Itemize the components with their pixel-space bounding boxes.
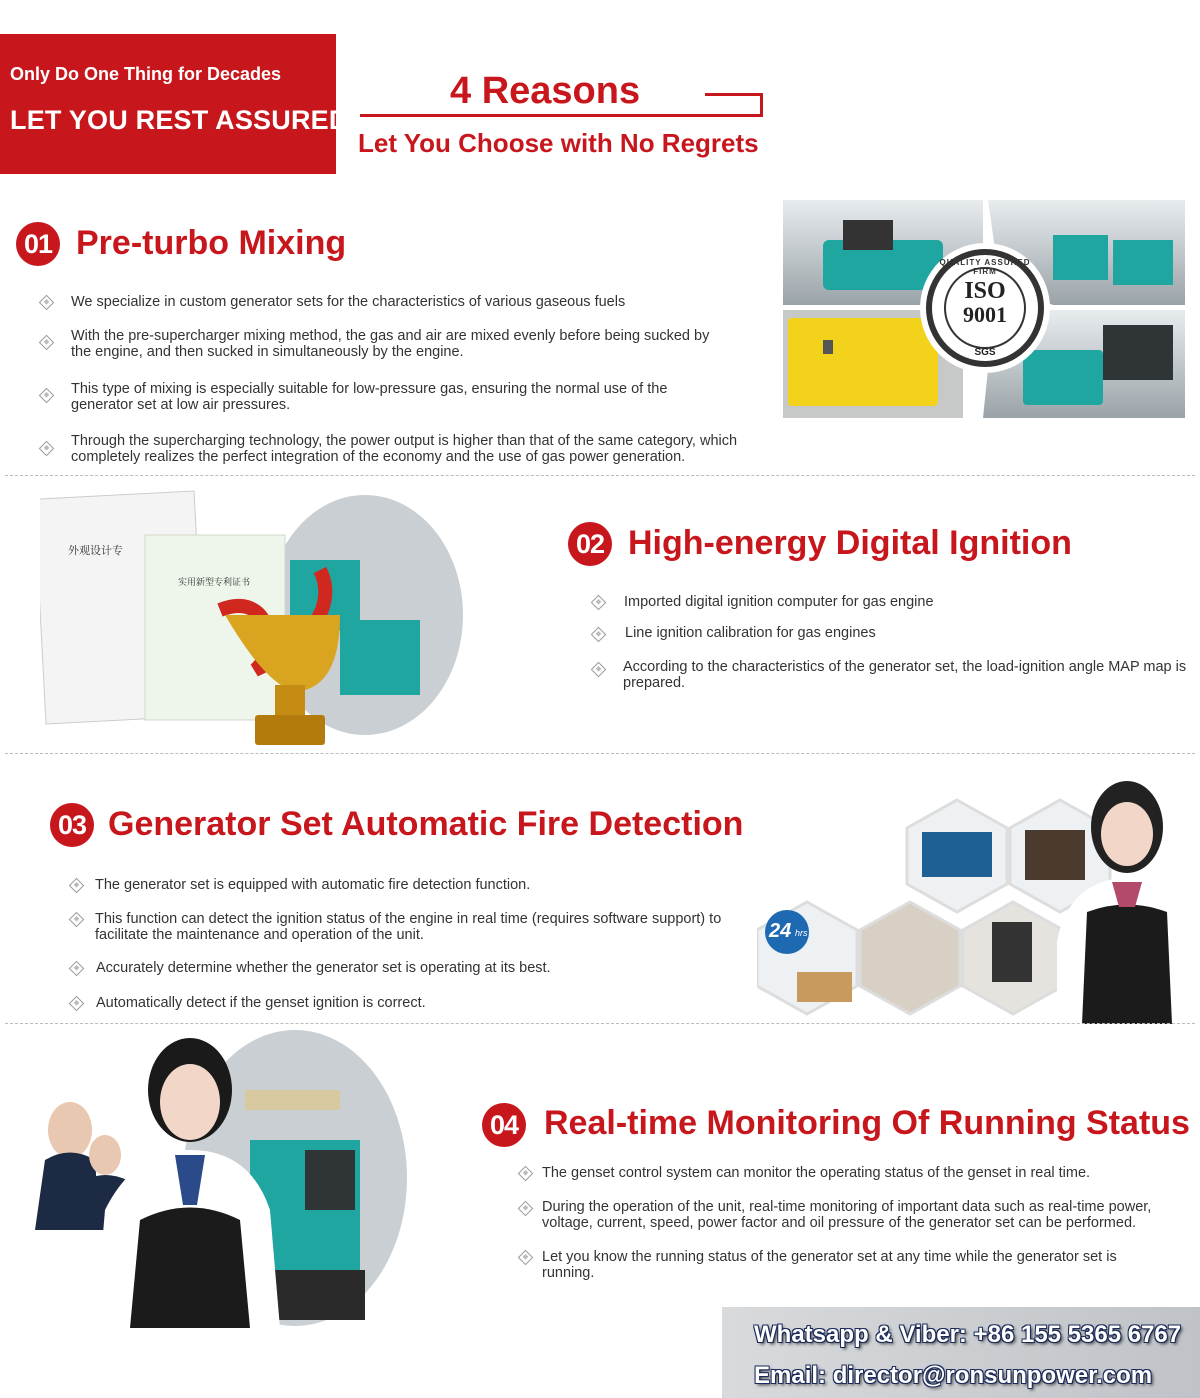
bullet-icon: [518, 1201, 534, 1217]
section-divider: [5, 753, 1195, 754]
contact-phone[interactable]: Whatsapp & Viber: +86 155 5365 6767: [754, 1321, 1182, 1348]
bullet-text: Accurately determine whether the generator set is operating at its best.: [96, 960, 551, 976]
iso-number: 9001: [963, 302, 1007, 327]
reasons-title: 4 Reasons: [450, 70, 641, 112]
24-hours-badge: 24: [769, 920, 792, 942]
support-agent-generator-image: [35, 1030, 410, 1328]
bullet-text: This function can detect the ignition status of the engine in real time (requires software support) to facilitate the maintenance and operation of the unit.: [95, 911, 722, 943]
bullet-icon: [518, 1250, 534, 1266]
header-slogan: LET YOU REST ASSURED: [10, 105, 349, 135]
iso-ring-text: QUALITY ASSURED FIRM: [939, 258, 1031, 276]
contact-email[interactable]: Email: director@ronsunpower.com: [754, 1362, 1153, 1389]
bullet-text: Line ignition calibration for gas engines: [625, 625, 876, 641]
certificate-title-1: 外观设计专: [68, 544, 123, 557]
bullet-icon: [69, 878, 85, 894]
section-title: Pre-turbo Mixing: [76, 224, 347, 262]
bullet-icon: [39, 388, 55, 404]
24-hours-unit: hrs: [795, 928, 808, 938]
support-agent-graphic: [35, 1030, 410, 1328]
bullet-icon: [69, 912, 85, 928]
certificate-trophy-image: [40, 490, 465, 755]
section-title: High-energy Digital Ignition: [628, 524, 1072, 562]
certificate-trophy-graphic: [40, 490, 465, 755]
reasons-subtitle: Let You Choose with No Regrets: [358, 128, 759, 158]
section-number-badge: 04: [482, 1103, 526, 1147]
section-title: Real-time Monitoring Of Running Status: [544, 1104, 1190, 1142]
bullet-icon: [591, 662, 607, 678]
bullet-text: According to the characteristics of the generator set, the load-ignition angle MAP map is prepared.: [623, 659, 1187, 691]
bullet-text: During the operation of the unit, real-time monitoring of important data such as real-time power, voltage, current, speed, power factor and oil pressure of the generator set can be performed.: [542, 1199, 1152, 1231]
bullet-icon: [69, 996, 85, 1012]
bullet-text: Through the supercharging technology, the power output is higher than that of the same category, which completely realizes the perfect integration of the economy and the use of gas power generation.: [71, 433, 738, 465]
header-banner: [0, 34, 336, 174]
bullet-icon: [39, 441, 55, 457]
bullet-text: Automatically detect if the genset ignition is correct.: [96, 995, 426, 1011]
bullet-icon: [591, 627, 607, 643]
title-decoration-line: [360, 114, 763, 117]
service-hexagon-graphic: [757, 772, 1192, 1024]
section-divider: [5, 1023, 1195, 1024]
bullet-icon: [69, 961, 85, 977]
bullet-icon: [591, 595, 607, 611]
customer-service-hexagon-image: [757, 772, 1192, 1024]
bullet-text: Let you know the running status of the generator set at any time while the generator set is running.: [542, 1249, 1117, 1281]
section-divider: [5, 475, 1195, 476]
header-tagline: Only Do One Thing for Decades: [10, 64, 282, 84]
bullet-text: This type of mixing is especially suitable for low-pressure gas, ensuring the normal use of the generator set at low air pressures.: [71, 381, 668, 413]
bullet-text: With the pre-supercharger mixing method, the gas and air are mixed evenly before being sucked by the engine, and then sucked in simultaneously by the engine.: [71, 328, 710, 360]
bullet-icon: [39, 295, 55, 311]
certificate-title-2: 实用新型专利证书: [178, 578, 251, 588]
bullet-text: Imported digital ignition computer for gas engine: [624, 594, 934, 610]
bullet-text: We specialize in custom generator sets for the characteristics of various gaseous fuels: [71, 294, 626, 310]
bullet-icon: [518, 1166, 534, 1182]
bullet-text: The generator set is equipped with automatic fire detection function.: [95, 877, 531, 893]
bullet-text: The genset control system can monitor the operating status of the genset in real time.: [542, 1165, 1091, 1181]
section-number-badge: 01: [16, 222, 60, 266]
iso-cert-body: SGS: [974, 347, 996, 358]
bullet-icon: [39, 335, 55, 351]
section-number-badge: 03: [50, 803, 94, 847]
section-number-badge: 02: [568, 522, 612, 566]
iso-label: ISO: [964, 278, 1006, 304]
generator-photo-collage: [783, 200, 1185, 418]
section-title: Generator Set Automatic Fire Detection: [108, 805, 744, 843]
title-decoration-line: [705, 93, 763, 96]
